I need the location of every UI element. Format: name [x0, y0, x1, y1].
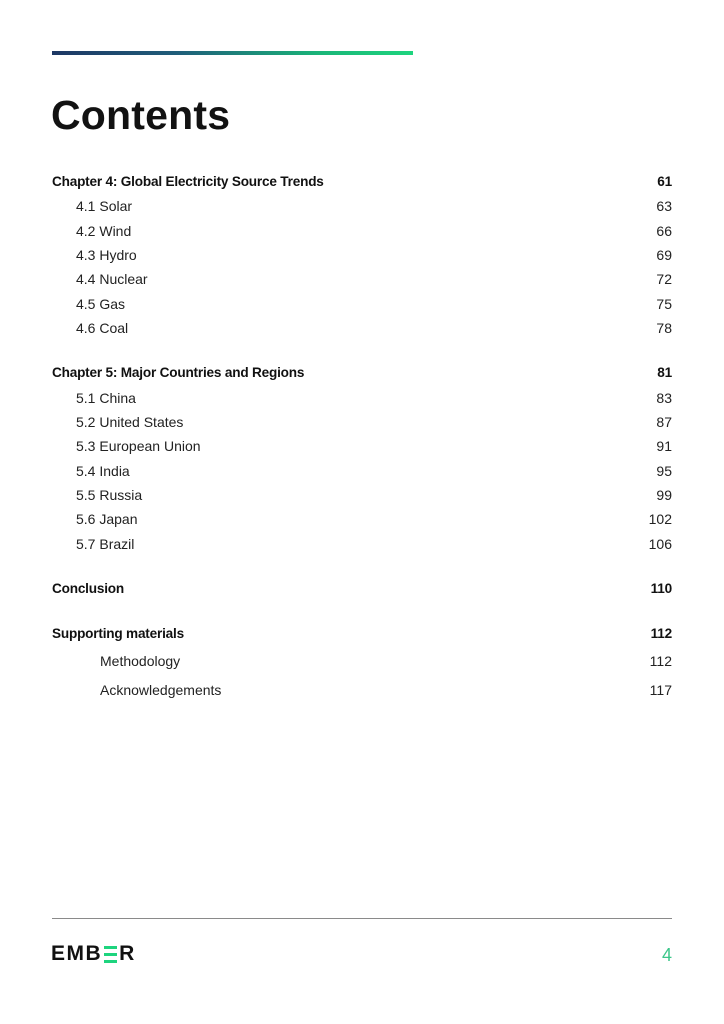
toc-chapter-title: Chapter 5: Major Countries and Regions	[52, 364, 305, 380]
toc-item-japan[interactable]	[52, 507, 672, 531]
toc-item-label: 4.6 Coal	[76, 320, 129, 337]
toc-item-label: 4.1 Solar	[76, 198, 133, 215]
toc-item-methodology[interactable]	[52, 646, 672, 675]
toc-page-number: 61	[657, 173, 672, 189]
toc-page-number: 110	[650, 580, 672, 596]
toc-item-label: 5.7 Brazil	[76, 535, 135, 552]
toc-chapter-4[interactable]	[52, 168, 672, 194]
page-title: Contents	[51, 92, 231, 138]
toc-page-number: 75	[656, 295, 672, 312]
ember-logo	[51, 943, 136, 965]
toc-item-wind[interactable]	[52, 218, 672, 242]
toc-page-number: 99	[656, 487, 672, 504]
toc-item-nuclear[interactable]	[52, 267, 672, 291]
logo-letter-r: R	[119, 942, 136, 965]
toc-chapter-title: Supporting materials	[52, 625, 184, 641]
toc-item-russia[interactable]	[52, 483, 672, 507]
toc-page-number: 83	[656, 389, 672, 406]
toc-page-number: 91	[656, 438, 672, 455]
toc-item-label: 4.2 Wind	[76, 222, 132, 239]
toc-item-label: 4.4 Nuclear	[76, 271, 148, 288]
toc-item-india[interactable]	[52, 459, 672, 483]
toc-page-number: 69	[656, 246, 672, 263]
toc-page-number: 63	[656, 198, 672, 215]
toc-conclusion[interactable]	[52, 575, 672, 601]
table-of-contents	[52, 168, 672, 704]
section-gap	[52, 340, 672, 359]
toc-page-number: 66	[656, 222, 672, 239]
toc-page-number: 87	[656, 413, 672, 430]
toc-page-number: 117	[649, 681, 672, 698]
section-gap	[52, 556, 672, 575]
toc-page-number: 81	[657, 364, 672, 380]
toc-page-number: 106	[648, 535, 672, 552]
toc-item-label: Methodology	[100, 652, 181, 669]
toc-item-label: 5.1 China	[76, 389, 136, 406]
toc-item-china[interactable]	[52, 385, 672, 409]
toc-item-brazil[interactable]	[52, 532, 672, 556]
footer-divider	[52, 918, 672, 919]
toc-page-number: 112	[649, 652, 672, 669]
toc-item-label: 5.2 United States	[76, 413, 184, 430]
toc-item-hydro[interactable]	[52, 243, 672, 267]
toc-item-gas[interactable]	[52, 292, 672, 316]
toc-item-label: Acknowledgements	[100, 681, 222, 698]
toc-chapter-5[interactable]	[52, 359, 672, 385]
toc-item-solar[interactable]	[52, 194, 672, 218]
toc-item-label: 5.6 Japan	[76, 511, 138, 528]
page-number: 4	[661, 945, 672, 965]
toc-item-label: 5.4 India	[76, 462, 130, 479]
toc-item-label: 5.3 European Union	[76, 438, 201, 455]
toc-item-european-union[interactable]	[52, 434, 672, 458]
top-accent-rule	[52, 51, 413, 55]
toc-chapter-title: Chapter 4: Global Electricity Source Trends	[52, 173, 324, 189]
toc-page-number: 72	[656, 271, 672, 288]
toc-chapter-title: Conclusion	[52, 580, 125, 596]
toc-page-number: 102	[648, 511, 672, 528]
logo-letters-emb: EMB	[51, 942, 103, 965]
logo-e-mark-icon	[104, 946, 117, 963]
toc-item-label: 5.5 Russia	[76, 487, 143, 504]
toc-page-number: 95	[656, 462, 672, 479]
toc-item-coal[interactable]	[52, 316, 672, 340]
toc-page-number: 78	[656, 320, 672, 337]
toc-supporting-materials[interactable]	[52, 620, 672, 646]
toc-page-number: 112	[650, 625, 672, 641]
toc-item-label: 4.3 Hydro	[76, 246, 137, 263]
section-gap	[52, 601, 672, 620]
toc-item-acknowledgements[interactable]	[52, 675, 672, 704]
toc-item-united-states[interactable]	[52, 410, 672, 434]
toc-item-label: 4.5 Gas	[76, 295, 126, 312]
